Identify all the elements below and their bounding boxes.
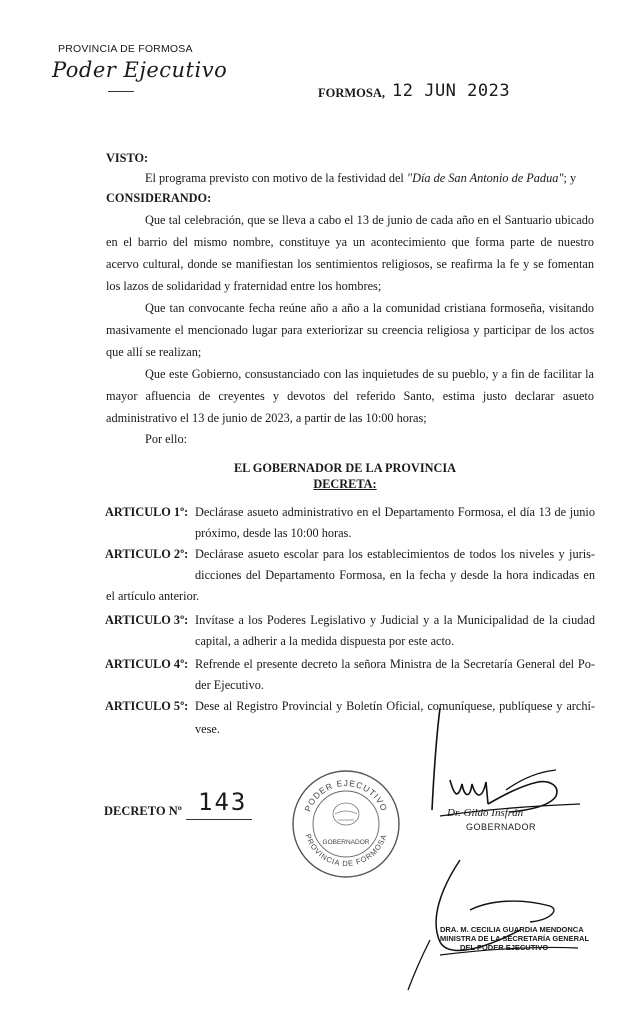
official-seal [290,768,402,880]
article-3-line-2: capital, a adherir a la medida dispuesta por este acto. [195,634,455,648]
date-stamp: 12 JUN 2023 [392,81,511,101]
decree-number: 143 [198,788,248,816]
governor-heading: EL GOBERNADOR DE LA PROVINCIA [233,461,457,475]
article-1-label: ARTICULO 1º: [105,505,189,519]
considerando-p1-line-1: Que tal celebración, que se lleva a cabo el 13 de junio de cada año en el Santuario ubicado [145,213,594,227]
seal-top-text: PODER EJECUTIVO [302,777,390,814]
considerando-p1-line-4: los lazos de solidaridad y fraternidad entre los hombres; [106,279,382,293]
article-5-line-2: vese. [195,722,220,736]
secretary-title-1: MINISTRA DE LA SECRETARÍA GENERAL [440,934,590,943]
considerando-heading: CONSIDERANDO: [106,191,212,205]
considerando-p2-line-2: masivamente el mencionado lugar para exteriorizar su creencia religiosa y participar de los actos [106,323,594,337]
article-2-line-1: Declárase asueto escolar para los establecimientos de todos los niveles y juris- [195,547,595,561]
considerando-p3-line-2: mayor afluencia de creyentes y devotos del referido Santo, estima justo declarar asueto [106,389,594,403]
article-4-label: ARTICULO 4º: [105,657,189,671]
secretary-title-2: DEL PODER EJECUTIVO [460,943,549,952]
seal-emblem-icon [333,803,359,825]
governor-title: GOBERNADOR [466,822,537,832]
article-2-line-3: el artículo anterior. [106,589,200,603]
considerando-p1-line-2: en el barrio del mismo nombre, constituye ya un acontecimiento que forma parte de nuestro [106,235,594,249]
por-ello: Por ello: [145,432,188,446]
visto-text-end: ; y [563,171,577,185]
visto-text [145,170,576,187]
decree-number-underline [186,819,252,820]
article-1-line-1: Declárase asueto administrativo en el Departamento Formosa, el día 13 de junio [195,505,595,519]
decree-label: DECRETO Nº [104,804,182,818]
header-rule [108,91,134,92]
article-4-line-1: Refrende el presente decreto la señora Ministra de la Secretaría General del Po- [195,657,595,671]
considerando-p3-line-3: administrativo el 13 de junio de 2023, a partir de las 10:00 horas; [106,411,427,425]
visto-text-italic: "Día de San Antonio de Padua" [406,171,564,185]
article-5-line-1: Dese al Registro Provincial y Boletín Oficial, comuníquese, publíquese y archí- [195,699,595,713]
place-label: FORMOSA, [318,86,386,100]
considerando-p3-line-1: Que este Gobierno, consustanciado con las inquietudes de su pueblo, y a fin de facilitar la [145,367,594,381]
executive-script-title: Poder Ejecutivo [52,58,228,82]
considerando-p2-line-1: Que tan convocante fecha reúne año a año a la comunidad cristiana formoseña, visitando [145,301,594,315]
considerando-p2-line-3: que allí se realizan; [106,345,202,359]
seal-bottom-text: PROVINCIA DE FORMOSA [303,832,389,869]
article-4-line-2: der Ejecutivo. [195,678,264,692]
governor-name: Dr. Gildo Insfrán [447,807,524,819]
article-1-line-2: próximo, desde las 10:00 horas. [195,526,352,540]
seal-center-text: GOBERNADOR [322,839,370,846]
decreta-heading: DECRETA: [313,477,377,491]
article-2-line-2: dicciones del Departamento Formosa, en la fecha y desde la hora indicadas en [195,568,595,582]
article-3-label: ARTICULO 3º: [105,613,189,627]
province-name: PROVINCIA DE FORMOSA [58,43,193,55]
secretary-name: DRA. M. CECILIA GUARDIA MENDONCA [440,925,584,934]
article-5-label: ARTICULO 5º: [105,699,189,713]
seal-inner-ring [313,791,379,857]
secretary-signature-block [440,925,589,952]
visto-text-start: El programa previsto con motivo de la festividad del [145,171,407,185]
visto-heading: VISTO: [106,151,149,165]
article-2-label: ARTICULO 2º: [105,547,189,561]
considerando-p1-line-3: acervo cultural, donde se manifiestan los sentimientos religiosos, se reafirma la fe y se fomentan [106,257,594,271]
article-3-line-1: Invítase a los Poderes Legislativo y Judicial y a la Municipalidad de la ciudad [195,613,595,627]
